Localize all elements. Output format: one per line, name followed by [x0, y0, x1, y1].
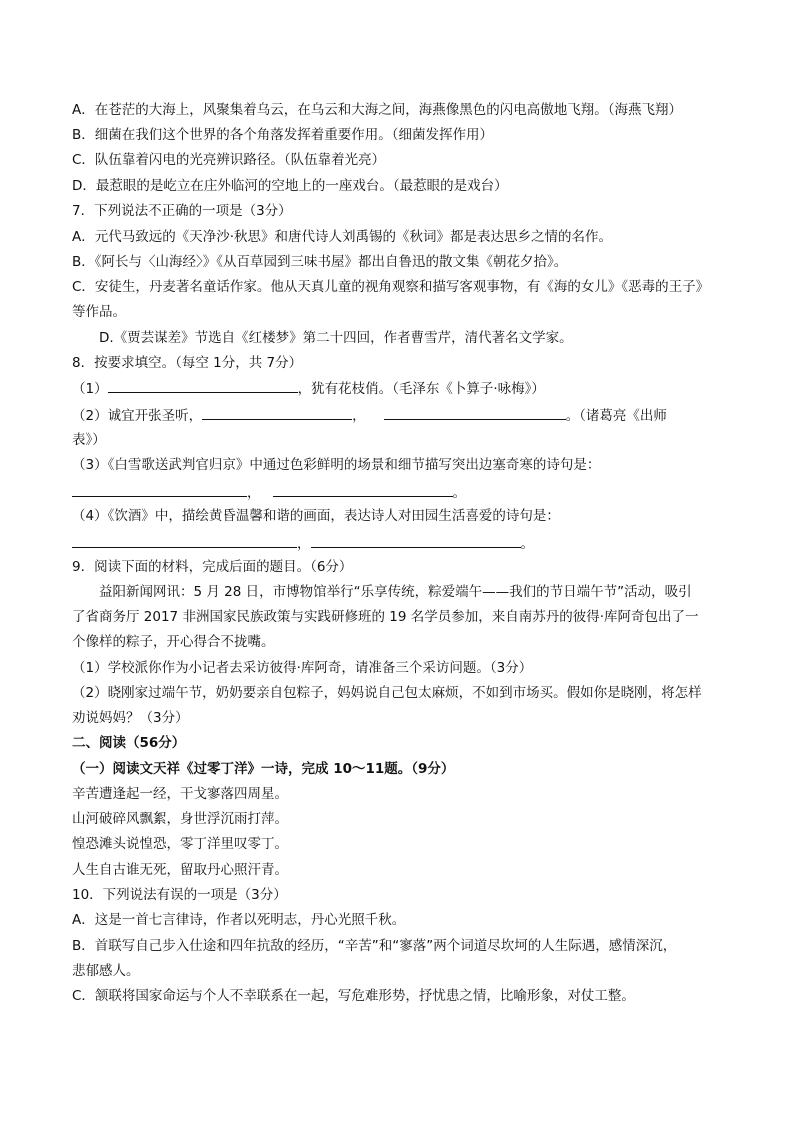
section-2-part-1-title: （一）阅读文天祥《过零丁洋》一诗，完成 10～11题。（9分） — [72, 761, 455, 777]
poem-line: 辛苦遭逢起一经，干戈寥落四周星。 — [72, 786, 288, 802]
q7-option-b: B．《阿长与〈山海经〉》《从百草园到三味书屋》都出自鲁迅的散文集《朝花夕拾》。 — [72, 254, 568, 270]
q9-material-line2: 了省商务厅 2017 非洲国家民族政策与实践研修班的 19 名学员参加，来自南苏丹的彼得·库阿奇包出了一 — [72, 609, 699, 625]
q9-material-line3: 个像样的粽子，开心得合不拢嘴。 — [72, 634, 275, 650]
q8-item-4-comma: ， — [297, 536, 311, 552]
q7-option-c-line1: C．安徒生，丹麦著名童话作家。他从天真儿童的视角观察和描写客观事物，有《海的女儿》《恶毒的王子》 — [72, 279, 710, 295]
q6-option-c: C．队伍靠着闪电的光亮辨识路径。（队伍靠着光亮） — [72, 152, 386, 168]
q8-item-2-end: 。（诸葛亮《出师 — [565, 408, 667, 424]
answer-blank[interactable] — [72, 533, 297, 548]
q9-sub-2-line2: 劝说妈妈？（3分） — [72, 710, 189, 726]
q8-item-2-comma: ， — [352, 408, 366, 424]
q7-option-c-line2: 等作品。 — [72, 304, 126, 320]
answer-blank[interactable] — [311, 533, 521, 548]
q10-option-b-line2: 悲郁感人。 — [72, 963, 140, 979]
poem-line: 山河破碎风飘絮，身世浮沉雨打萍。 — [72, 811, 288, 827]
q8-item-4-stem: （4）《饮酒》中，描绘黄昏温馨和谐的画面，表达诗人对田园生活喜爱的诗句是： — [72, 508, 560, 524]
q8-item-1-text: ，犹有花枝俏。（毛泽东《卜算子·咏梅》） — [297, 381, 545, 397]
q8-stem: 8．按要求填空。（每空 1分，共 7分） — [72, 355, 303, 371]
q6-option-b: B．细菌在我们这个世界的各个角落发挥着重要作用。（细菌发挥作用） — [72, 127, 494, 143]
q7-option-a: A．元代马致远的《天净沙·秋思》和唐代诗人刘禹锡的《秋词》都是表达思乡之情的名作。 — [72, 229, 613, 245]
q8-item-4-blanks — [72, 533, 534, 554]
q8-item-2-wrap: 表》） — [72, 432, 106, 448]
q8-item-3-stem: （3）《白雪歌送武判官归京》中通过色彩鲜明的场景和细节描写突出边塞奇寒的诗句是： — [72, 457, 601, 473]
answer-blank[interactable] — [273, 482, 453, 497]
q10-option-b-line1: B．首联写自己步入仕途和四年抗敌的经历，“辛苦”和“寥落”两个词道尽坎坷的人生际遇，感情深沉， — [72, 938, 677, 954]
q9-material-line1: 益阳新闻网讯：5 月 28 日，市博物馆举行“乐享传统，粽爱端午——我们的节日端午节”活动，吸引 — [99, 584, 692, 600]
q7-option-d: D.《贾芸谋差》节选自《红楼梦》第二十四回，作者曹雪芹，清代著名文学家。 — [99, 330, 573, 346]
q8-item-3-blanks — [72, 482, 466, 503]
q10-option-a: A．这是一首七言律诗，作者以死明志，丹心光照千秋。 — [72, 912, 406, 928]
answer-blank[interactable] — [384, 405, 566, 420]
q8-item-4-end: 。 — [520, 536, 534, 552]
section-2-title: 二、阅读（56分） — [72, 735, 186, 751]
q9-stem: 9．阅读下面的材料，完成后面的题目。（6分） — [72, 559, 353, 575]
q6-option-d: D．最惹眼的是屹立在庄外临河的空地上的一座戏台。（最惹眼的是戏台） — [72, 178, 508, 194]
q10-stem: 10．下列说法有误的一项是（3分） — [72, 887, 287, 903]
answer-blank[interactable] — [72, 482, 247, 497]
q8-item-2 — [72, 405, 667, 426]
q8-item-3-end: 。 — [452, 485, 466, 501]
poem-line: 惶恐滩头说惶恐，零丁洋里叹零丁。 — [72, 836, 288, 852]
q7-stem: 7．下列说法不正确的一项是（3分） — [72, 203, 292, 219]
q9-sub-2-line1: （2）晓刚家过端午节，奶奶要亲自包粽子，妈妈说自己包太麻烦，不如到市场买。假如你是晓刚，将怎样 — [72, 685, 702, 701]
q8-item-2-text: （2）诚宜开张圣听， — [72, 408, 203, 424]
q9-sub-1: （1）学校派你作为小记者去采访彼得·库阿奇，请准备三个采访问题。（3分） — [72, 660, 533, 676]
q8-item-3-comma: ， — [247, 485, 261, 501]
q8-item-1 — [72, 378, 545, 399]
poem-line: 人生自古谁无死，留取丹心照汗青。 — [72, 862, 288, 878]
q8-item-1-label: （1） — [72, 381, 108, 397]
answer-blank[interactable] — [202, 405, 352, 420]
q10-option-c: C．颔联将国家命运与个人不幸联系在一起，写危难形势，抒忧患之情，比喻形象，对仗工整。 — [72, 988, 635, 1004]
q6-option-a: A．在苍茫的大海上，风聚集着乌云，在乌云和大海之间，海燕像黑色的闪电高傲地飞翔。（海燕飞翔） — [72, 102, 682, 118]
answer-blank[interactable] — [108, 378, 298, 393]
